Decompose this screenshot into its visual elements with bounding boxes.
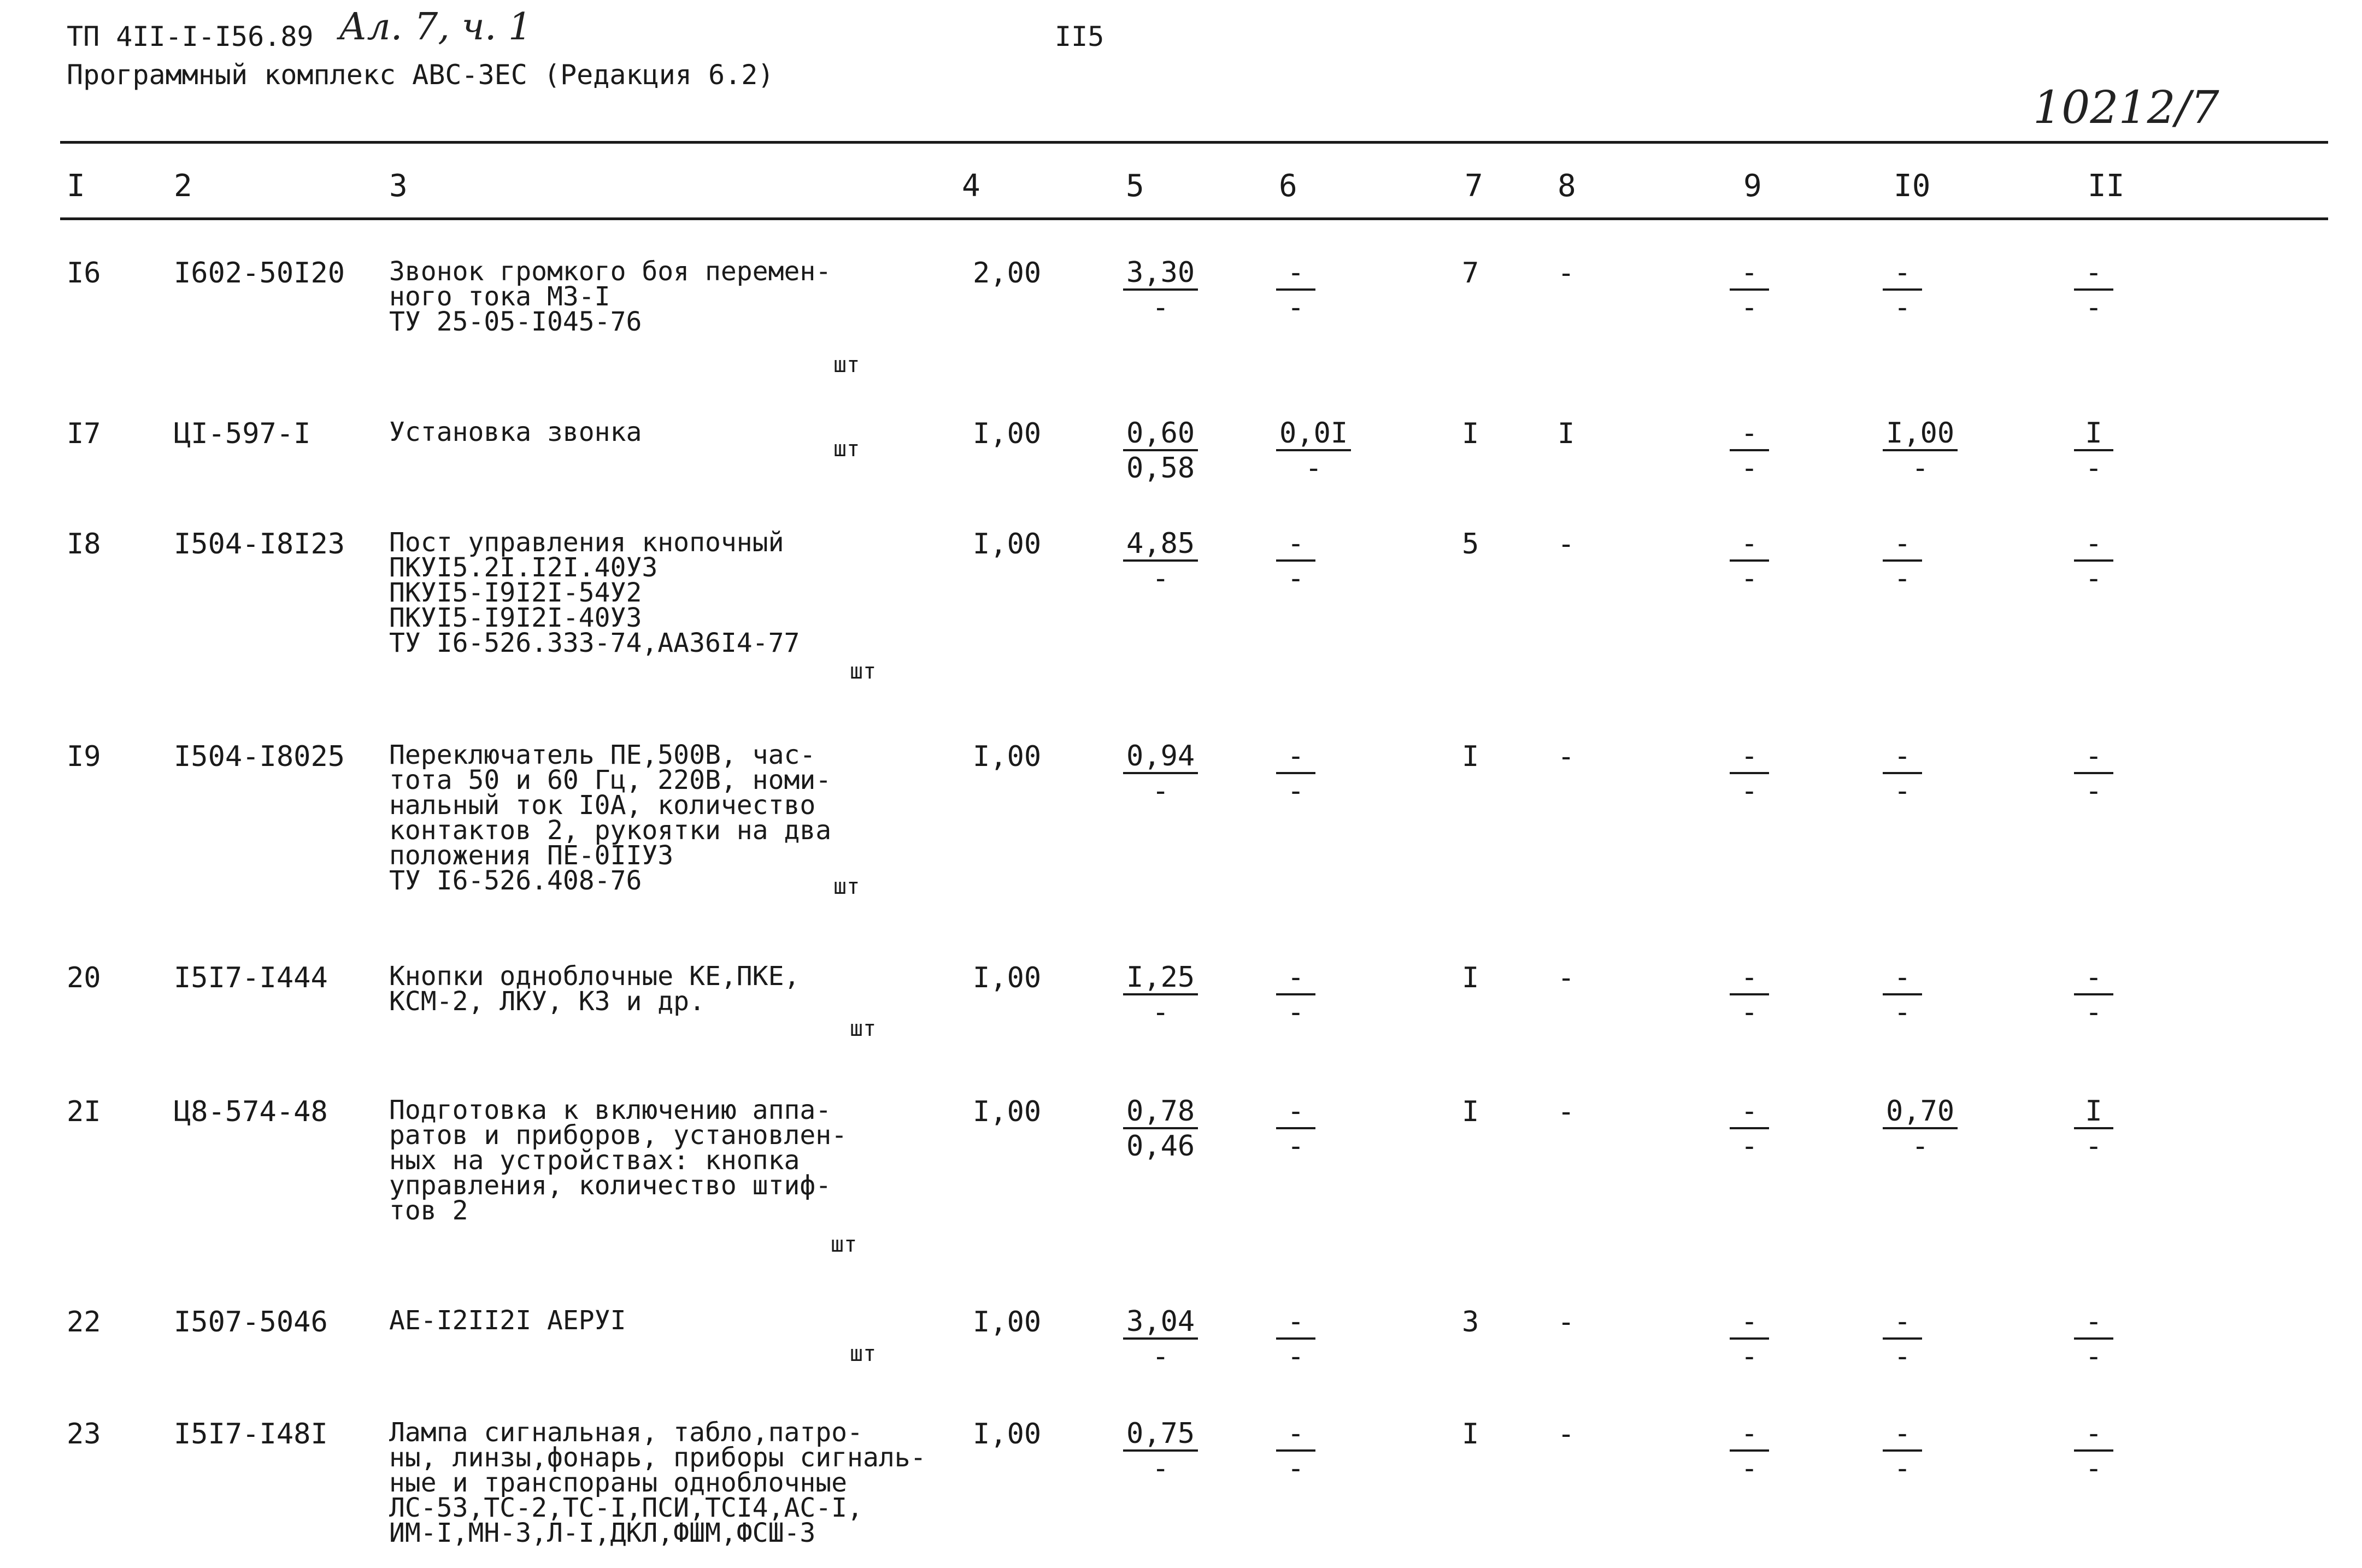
row-name: Пост управления кнопочный ПКУI5.2I.I2I.40У3 ПКУI5-I9I2I-54У2 ПКУI5-I9I2I-40У3 ТУ I6-526.333-74,АА36I4-77	[389, 527, 800, 658]
fraction-denominator: -	[1305, 452, 1323, 485]
fraction-numerator: -	[1276, 528, 1315, 562]
fraction-denominator: -	[1151, 291, 1170, 324]
fraction-denominator: -	[1151, 1452, 1170, 1485]
col-6-fraction	[1276, 1306, 1315, 1372]
col-11-fraction	[2074, 1306, 2113, 1372]
fraction-numerator: -	[1730, 1306, 1769, 1340]
row-number: 23	[67, 1418, 101, 1451]
col-7-value: I	[1462, 417, 1479, 450]
row-unit: шт	[850, 1016, 877, 1041]
column-header: II	[2088, 168, 2125, 204]
row-unit: шт	[831, 1232, 857, 1257]
row-code: I504-I8025	[174, 740, 345, 773]
col-4-value: I,00	[973, 1306, 1042, 1339]
fraction-denominator: -	[1741, 996, 1758, 1029]
col-5-fraction	[1123, 1306, 1198, 1372]
col-11-fraction	[2074, 528, 2113, 594]
col-8-value: -	[1558, 257, 1575, 290]
fraction-numerator: 3,04	[1123, 1306, 1198, 1340]
col-8-value: -	[1558, 528, 1575, 561]
col-6-fraction	[1276, 257, 1315, 323]
fraction-numerator: -	[2074, 528, 2113, 562]
handwritten-number: 10212/7	[2033, 82, 2219, 134]
row-unit: шт	[850, 1341, 877, 1366]
fraction-denominator: -	[1911, 452, 1929, 485]
top-rule	[60, 141, 2328, 144]
fraction-denominator: -	[1741, 1340, 1758, 1373]
col-10-fraction	[1883, 417, 1958, 484]
fraction-denominator: -	[1741, 1130, 1758, 1163]
col-6-fraction	[1276, 1418, 1315, 1484]
fraction-numerator: -	[1276, 740, 1315, 774]
fraction-denominator: -	[1151, 562, 1170, 595]
fraction-numerator: -	[2074, 1418, 2113, 1452]
fraction-numerator: -	[1883, 1418, 1922, 1452]
col-10-fraction	[1883, 257, 1922, 323]
row-code: I504-I8I23	[174, 528, 345, 561]
fraction-denominator: -	[1894, 996, 1911, 1029]
fraction-denominator: -	[2085, 452, 2102, 485]
col-8-value: -	[1558, 962, 1575, 994]
fraction-denominator: -	[2085, 562, 2102, 595]
col-11-fraction	[2074, 1095, 2113, 1162]
col-10-fraction	[1883, 1306, 1922, 1372]
col-7-value: I	[1462, 740, 1479, 773]
fraction-numerator: -	[1730, 962, 1769, 995]
column-header: 5	[1126, 168, 1144, 204]
column-header: I0	[1894, 168, 1931, 204]
handwritten-ref: Ал. 7, ч. 1	[339, 5, 532, 49]
fraction-numerator: -	[2074, 257, 2113, 291]
fraction-denominator: -	[1911, 1130, 1929, 1163]
column-header: 3	[389, 168, 408, 204]
row-unit: шт	[833, 437, 860, 462]
fraction-denominator: -	[2085, 1452, 2102, 1485]
fraction-denominator: -	[1151, 775, 1170, 807]
fraction-numerator: -	[1730, 1418, 1769, 1452]
fraction-numerator: 0,78	[1123, 1095, 1198, 1129]
fraction-numerator: -	[1883, 1306, 1922, 1340]
col-11-fraction	[2074, 740, 2113, 807]
fraction-numerator: 0,70	[1883, 1095, 1958, 1129]
column-header: I	[67, 168, 85, 204]
fraction-denominator: -	[2085, 996, 2102, 1029]
column-header: 7	[1465, 168, 1483, 204]
fraction-numerator: 0,75	[1123, 1418, 1198, 1452]
row-name: Кнопки одноблочные КЕ,ПКЕ, КСМ-2, ЛКУ, КЗ и др.	[389, 961, 800, 1017]
row-code: I507-5046	[174, 1306, 328, 1339]
column-header: 8	[1558, 168, 1576, 204]
column-header: 6	[1279, 168, 1297, 204]
row-code: ЦI-597-I	[174, 417, 311, 450]
fraction-numerator: I	[2074, 1095, 2113, 1129]
column-header: 4	[962, 168, 980, 204]
fraction-denominator: -	[1287, 562, 1305, 595]
col-11-fraction	[2074, 962, 2113, 1028]
row-name: Звонок громкого боя перемен- ного тока МЗ-I ТУ 25-05-I045-76	[389, 256, 832, 337]
fraction-numerator: -	[1276, 1306, 1315, 1340]
fraction-denominator: -	[1151, 996, 1170, 1029]
col-8-value: I	[1558, 417, 1575, 450]
fraction-numerator: -	[1276, 1418, 1315, 1452]
fraction-numerator: -	[1730, 257, 1769, 291]
fraction-denominator: -	[1287, 1130, 1305, 1163]
col-5-fraction	[1123, 1095, 1198, 1162]
program-line: Программный комплекс АВС-ЗЕС (Редакция 6.2)	[67, 59, 774, 91]
fraction-denominator: -	[2085, 1340, 2102, 1373]
col-4-value: I,00	[973, 1095, 1042, 1128]
column-header: 2	[174, 168, 192, 204]
doc-code: ТП 4II-I-I56.89	[67, 21, 314, 52]
col-4-value: 2,00	[973, 257, 1042, 290]
fraction-denominator: -	[1894, 1340, 1911, 1373]
col-9-fraction	[1730, 1095, 1769, 1162]
col-7-value: 3	[1462, 1306, 1479, 1339]
col-9-fraction	[1730, 1418, 1769, 1484]
col-7-value: 5	[1462, 528, 1479, 561]
col-8-value: -	[1558, 1306, 1575, 1339]
col-5-fraction	[1123, 962, 1198, 1028]
fraction-numerator: -	[2074, 740, 2113, 774]
col-8-value: -	[1558, 1095, 1575, 1128]
col-5-fraction	[1123, 417, 1198, 484]
fraction-numerator: 3,30	[1123, 257, 1198, 291]
fraction-numerator: 4,85	[1123, 528, 1198, 562]
fraction-numerator: 0,94	[1123, 740, 1198, 774]
row-unit: шт	[833, 874, 860, 899]
row-number: I7	[67, 417, 101, 450]
fraction-denominator: -	[1287, 1452, 1305, 1485]
fraction-denominator: 0,46	[1126, 1130, 1195, 1163]
row-code: Ц8-574-48	[174, 1095, 328, 1128]
fraction-denominator: -	[1894, 291, 1911, 324]
fraction-denominator: 0,58	[1126, 452, 1195, 485]
col-7-value: I	[1462, 1418, 1479, 1451]
fraction-numerator: -	[1276, 257, 1315, 291]
row-number: 22	[67, 1306, 101, 1339]
fraction-denominator: -	[2085, 1130, 2102, 1163]
col-6-fraction	[1276, 962, 1315, 1028]
col-8-value: -	[1558, 740, 1575, 773]
row-name: Подготовка к включению аппа- ратов и приборов, установлен- ных на устройствах: кнопка управления, количество штиф- тов 2	[389, 1095, 848, 1226]
col-9-fraction	[1730, 740, 1769, 807]
fraction-numerator: -	[1883, 740, 1922, 774]
row-number: 2I	[67, 1095, 101, 1128]
col-4-value: I,00	[973, 1418, 1042, 1451]
fraction-denominator: -	[1894, 1452, 1911, 1485]
fraction-numerator: I,25	[1123, 962, 1198, 995]
col-8-value: -	[1558, 1418, 1575, 1451]
col-9-fraction	[1730, 962, 1769, 1028]
fraction-numerator: -	[1730, 417, 1769, 451]
col-6-fraction	[1276, 528, 1315, 594]
fraction-denominator: -	[1894, 562, 1911, 595]
row-code: I602-50I20	[174, 257, 345, 290]
fraction-denominator: -	[1741, 452, 1758, 485]
fraction-denominator: -	[2085, 291, 2102, 324]
col-4-value: I,00	[973, 417, 1042, 450]
fraction-denominator: -	[1741, 1452, 1758, 1485]
fraction-denominator: -	[1741, 775, 1758, 807]
fraction-numerator: -	[1276, 962, 1315, 995]
fraction-denominator: -	[1151, 1340, 1170, 1373]
fraction-numerator: 0,0I	[1276, 417, 1351, 451]
fraction-numerator: 0,60	[1123, 417, 1198, 451]
fraction-numerator: -	[1276, 1095, 1315, 1129]
col-5-fraction	[1123, 257, 1198, 323]
col-5-fraction	[1123, 1418, 1198, 1484]
fraction-denominator: -	[1894, 775, 1911, 807]
row-name: Переключатель ПЕ,500В, час- тота 50 и 60 Гц, 220В, номи- нальный ток I0А, количество контактов 2, рукоятки на два положения ПЕ-0IIУ3 ТУ I6-526.408-76	[389, 740, 832, 896]
col-9-fraction	[1730, 528, 1769, 594]
fraction-denominator: -	[1741, 291, 1758, 324]
col-6-fraction	[1276, 1095, 1315, 1162]
col-11-fraction	[2074, 417, 2113, 484]
fraction-numerator: -	[2074, 1306, 2113, 1340]
fraction-numerator: I	[2074, 417, 2113, 451]
fraction-numerator: -	[1730, 1095, 1769, 1129]
col-9-fraction	[1730, 417, 1769, 484]
row-number: I8	[67, 528, 101, 561]
col-4-value: I,00	[973, 740, 1042, 773]
col-10-fraction	[1883, 962, 1922, 1028]
row-name: Установка звонка	[389, 417, 642, 447]
col-10-fraction	[1883, 1095, 1958, 1162]
column-header: 9	[1743, 168, 1762, 204]
fraction-numerator: -	[1730, 740, 1769, 774]
col-6-fraction	[1276, 417, 1351, 484]
fraction-denominator: -	[1287, 775, 1305, 807]
fraction-denominator: -	[1287, 996, 1305, 1029]
fraction-numerator: -	[2074, 962, 2113, 995]
fraction-numerator: -	[1883, 962, 1922, 995]
fraction-denominator: -	[2085, 775, 2102, 807]
row-number: I9	[67, 740, 101, 773]
row-unit: шт	[850, 659, 877, 684]
col-5-fraction	[1123, 740, 1198, 807]
col-9-fraction	[1730, 257, 1769, 323]
fraction-numerator: I,00	[1883, 417, 1958, 451]
row-code: I5I7-I48I	[174, 1418, 328, 1451]
col-7-value: I	[1462, 962, 1479, 994]
col-10-fraction	[1883, 740, 1922, 807]
row-number: 20	[67, 962, 101, 994]
row-number: I6	[67, 257, 101, 290]
fraction-numerator: -	[1883, 257, 1922, 291]
col-4-value: I,00	[973, 528, 1042, 561]
col-6-fraction	[1276, 740, 1315, 807]
col-9-fraction	[1730, 1306, 1769, 1372]
col-7-value: I	[1462, 1095, 1479, 1128]
col-10-fraction	[1883, 528, 1922, 594]
row-name: Лампа сигнальная, табло,патро- ны, линзы,фонарь, приборы сигналь- ные и транспораны одноблочные ЛС-53,ТС-2,ТС-I,ПСИ,ТСI4,АС-I, ИМ-I,МН-3,Л-I,ДКЛ,ФШМ,ФСШ-3	[389, 1417, 926, 1548]
col-5-fraction	[1123, 528, 1198, 594]
col-11-fraction	[2074, 1418, 2113, 1484]
fraction-numerator: -	[1883, 528, 1922, 562]
col-10-fraction	[1883, 1418, 1922, 1484]
row-code: I5I7-I444	[174, 962, 328, 994]
page-number: II5	[1055, 21, 1104, 52]
fraction-denominator: -	[1287, 1340, 1305, 1373]
header-rule	[60, 217, 2328, 220]
col-4-value: I,00	[973, 962, 1042, 994]
fraction-numerator: -	[1730, 528, 1769, 562]
fraction-denominator: -	[1287, 291, 1305, 324]
row-name: АЕ-I2II2I АЕРУI	[389, 1305, 626, 1336]
row-unit: шт	[833, 352, 860, 378]
col-11-fraction	[2074, 257, 2113, 323]
col-7-value: 7	[1462, 257, 1479, 290]
fraction-denominator: -	[1741, 562, 1758, 595]
